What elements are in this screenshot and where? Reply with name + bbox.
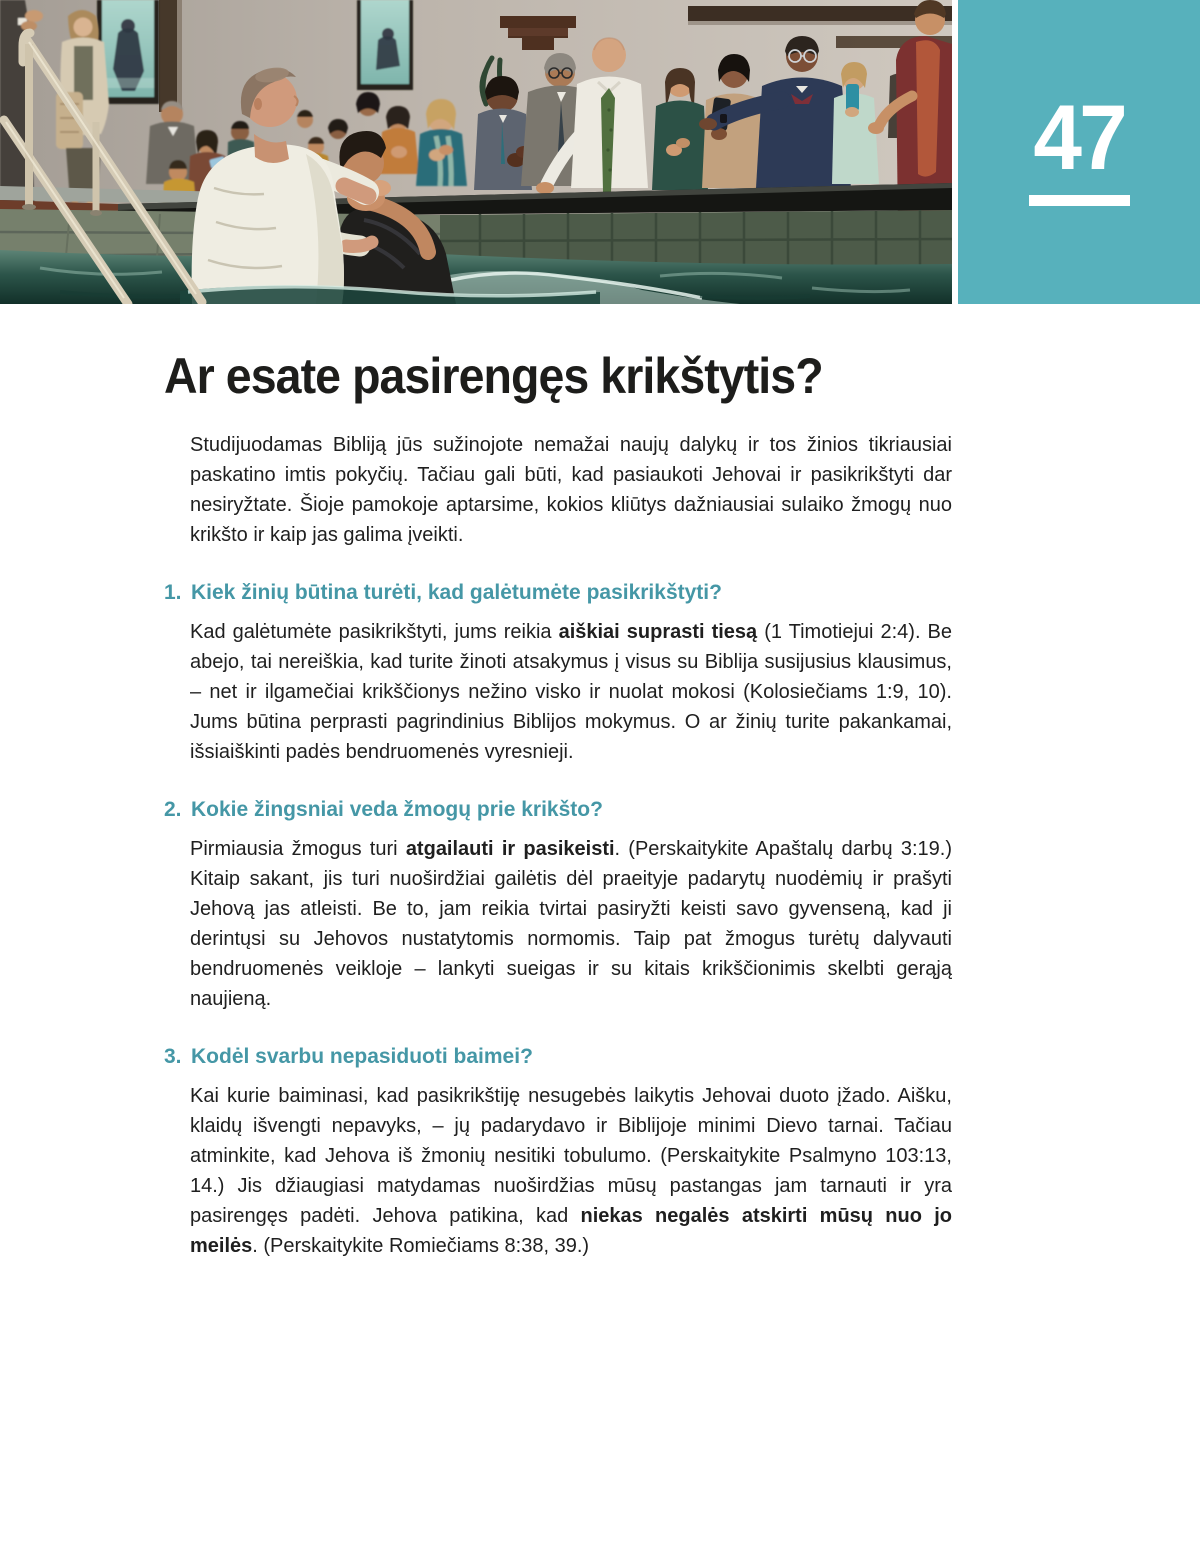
page-header bbox=[0, 0, 1200, 304]
chapter-number-band bbox=[958, 0, 1200, 304]
intro-paragraph: Studijuodamas Bibliją jūs sužinojote nemažai naujų dalykų ir tos žinios tikriausiai paskatino imtis pokyčių. Tačiau gali būti, kad pasiaukoti Jehovai ir pasikrikštyti dar nesiryžtate. Šioje pamokoje aptarsime, kokios kliūtys dažniausiai sulaiko žmogų nuo krikšto ir kaip jas galima įveikti. bbox=[190, 433, 952, 546]
body-text: . (Perskaitykite Apaštalų darbų 3:19.) Kitaip sakant, jis turi nuoširdžiai gailėtis dėl praeityje padarytų nuodėmių ir prašyti Jehovą jas atleisti. Be to, jam reikia tvirtai pasiryžti keisti savo gyvenseną, kad ji derintųsi su Jehovos nustatytomis normomis. Taip pat žmogus turėtų dalyvauti bendruomenės veikloje – lankyti sueigas ir su kitais krikščionimis skelbti gerąją naujieną. bbox=[190, 837, 952, 1010]
section-1-number: 1. bbox=[164, 580, 182, 604]
section-2-heading bbox=[164, 796, 952, 823]
emphasized-text: niekas negalės atskirti mūsų nuo jo meilės bbox=[190, 1204, 952, 1257]
section-2-paragraph bbox=[190, 834, 952, 1014]
section-2-number: 2. bbox=[164, 797, 182, 821]
chapter-number: 47 bbox=[1033, 86, 1125, 189]
chapter-number-underline bbox=[1029, 195, 1130, 206]
section-3-question: Kodėl svarbu nepasiduoti baimei? bbox=[191, 1044, 533, 1068]
lesson-content bbox=[164, 350, 952, 1261]
lesson-section-3 bbox=[164, 1043, 952, 1261]
lesson-title: Ar esate pasirengęs krikštytis? bbox=[164, 348, 823, 404]
section-3-paragraph bbox=[190, 1081, 952, 1261]
section-3-heading bbox=[164, 1043, 952, 1070]
section-1-heading bbox=[164, 579, 952, 606]
section-1-question: Kiek žinių būtina turėti, kad galėtumėte pasikrikštyti? bbox=[191, 580, 722, 604]
body-text: Kad galėtumėte pasikrikštyti, jums reikia bbox=[190, 620, 559, 643]
section-2-question: Kokie žingsniai veda žmogų prie krikšto? bbox=[191, 797, 603, 821]
baptism-photo-illustration bbox=[0, 0, 952, 304]
section-3-number: 3. bbox=[164, 1044, 182, 1068]
baptism-photo bbox=[0, 0, 952, 304]
emphasized-text: aiškiai suprasti tiesą bbox=[558, 620, 758, 643]
lesson-section-1 bbox=[164, 579, 952, 767]
body-text: . (Perskaitykite Romiečiams 8:38, 39.) bbox=[252, 1234, 590, 1257]
lesson-section-2 bbox=[164, 796, 952, 1014]
body-text: Pirmiausia žmogus turi bbox=[190, 837, 406, 860]
body-text: (1 Timotiejui 2:4). Be abejo, tai nereiškia, kad turite žinoti atsakymus į visus su Biblija susijusius klausimus, – net ir ilgamečiai krikščionys nežino visko ir nuolat mokosi (Kolosiečiams 1:9, 10). Jums būtina perprasti pagrindinius Biblijos mokymus. O ar žinių turite pakankamai, išsiaiškinti padės bendruomenės vyresnieji. bbox=[190, 620, 952, 763]
body-text: Kai kurie baiminasi, kad pasikrikštiję nesugebės laikytis Jehovai duoto įžado. Aišku, klaidų išvengti nepavyks, – jų padarydavo ir Biblijoje minimi Dievo tarnai. Tačiau atminkite, kad Jehova iš žmonių nesitiki tobulumo. (Perskaitykite Psalmyno 103:13, 14.) Jis džiaugiasi matydamas nuoširdžias mūsų pastangas jam tarnauti ir yra pasirengęs padėti. Jehova patikina, kad bbox=[190, 1084, 952, 1227]
emphasized-text: atgailauti ir pasikeisti bbox=[405, 837, 615, 860]
section-1-paragraph bbox=[190, 617, 952, 767]
